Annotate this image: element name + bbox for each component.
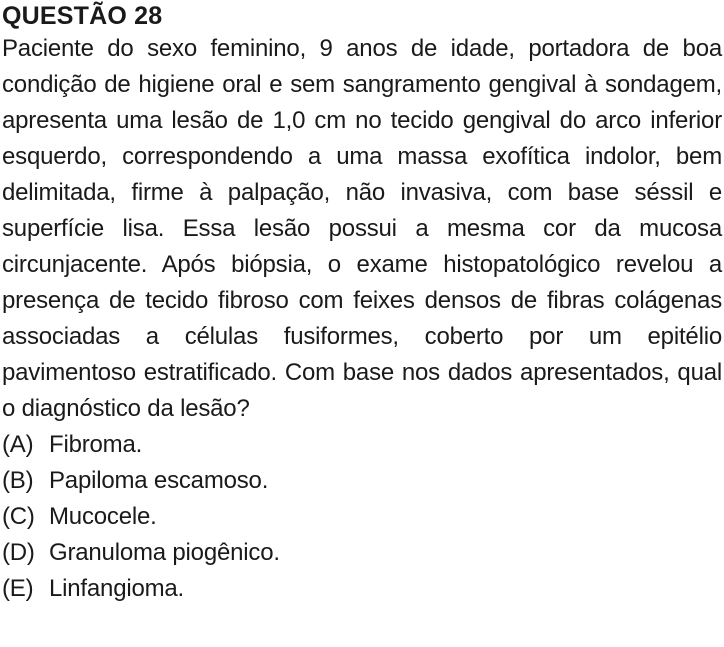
option-a [2,427,722,463]
option-letter: (C) [2,503,35,530]
option-text: Papiloma escamoso. [49,467,269,494]
option-letter: (D) [2,539,35,566]
option-b [2,463,722,499]
option-text: Mucocele. [49,503,157,530]
option-letter: (B) [2,467,34,494]
option-letter: (A) [2,431,34,458]
question-page [0,1,724,647]
question-title: QUESTÃO 28 [2,2,163,30]
answer-options [2,427,722,607]
option-c [2,499,722,535]
option-e [2,571,722,607]
option-d [2,535,722,571]
question-stem: Paciente do sexo feminino, 9 anos de idade, portadora de boa condição de higiene oral e sem sangramento gengival à sondagem, apresenta uma lesão de 1,0 cm no tecido gengival do arco inferior esquerdo, correspondendo a uma massa exofítica indolor, bem delimitada, firme à palpação, não invasiva, com base séssil e superfície lisa. Essa lesão possui a mesma cor da mucosa circunjacente. Após biópsia, o exame histopatológico revelou a presença de tecido fibroso com feixes densos de fibras colágenas associadas a células fusiformes, coberto por um epitélio pavimentoso estratificado. Com base nos dados apresentados, qual o diagnóstico da lesão? [2,35,722,422]
option-text: Granuloma piogênico. [49,539,280,566]
option-text: Linfangioma. [49,575,185,602]
option-letter: (E) [2,575,34,602]
option-text: Fibroma. [49,431,143,458]
